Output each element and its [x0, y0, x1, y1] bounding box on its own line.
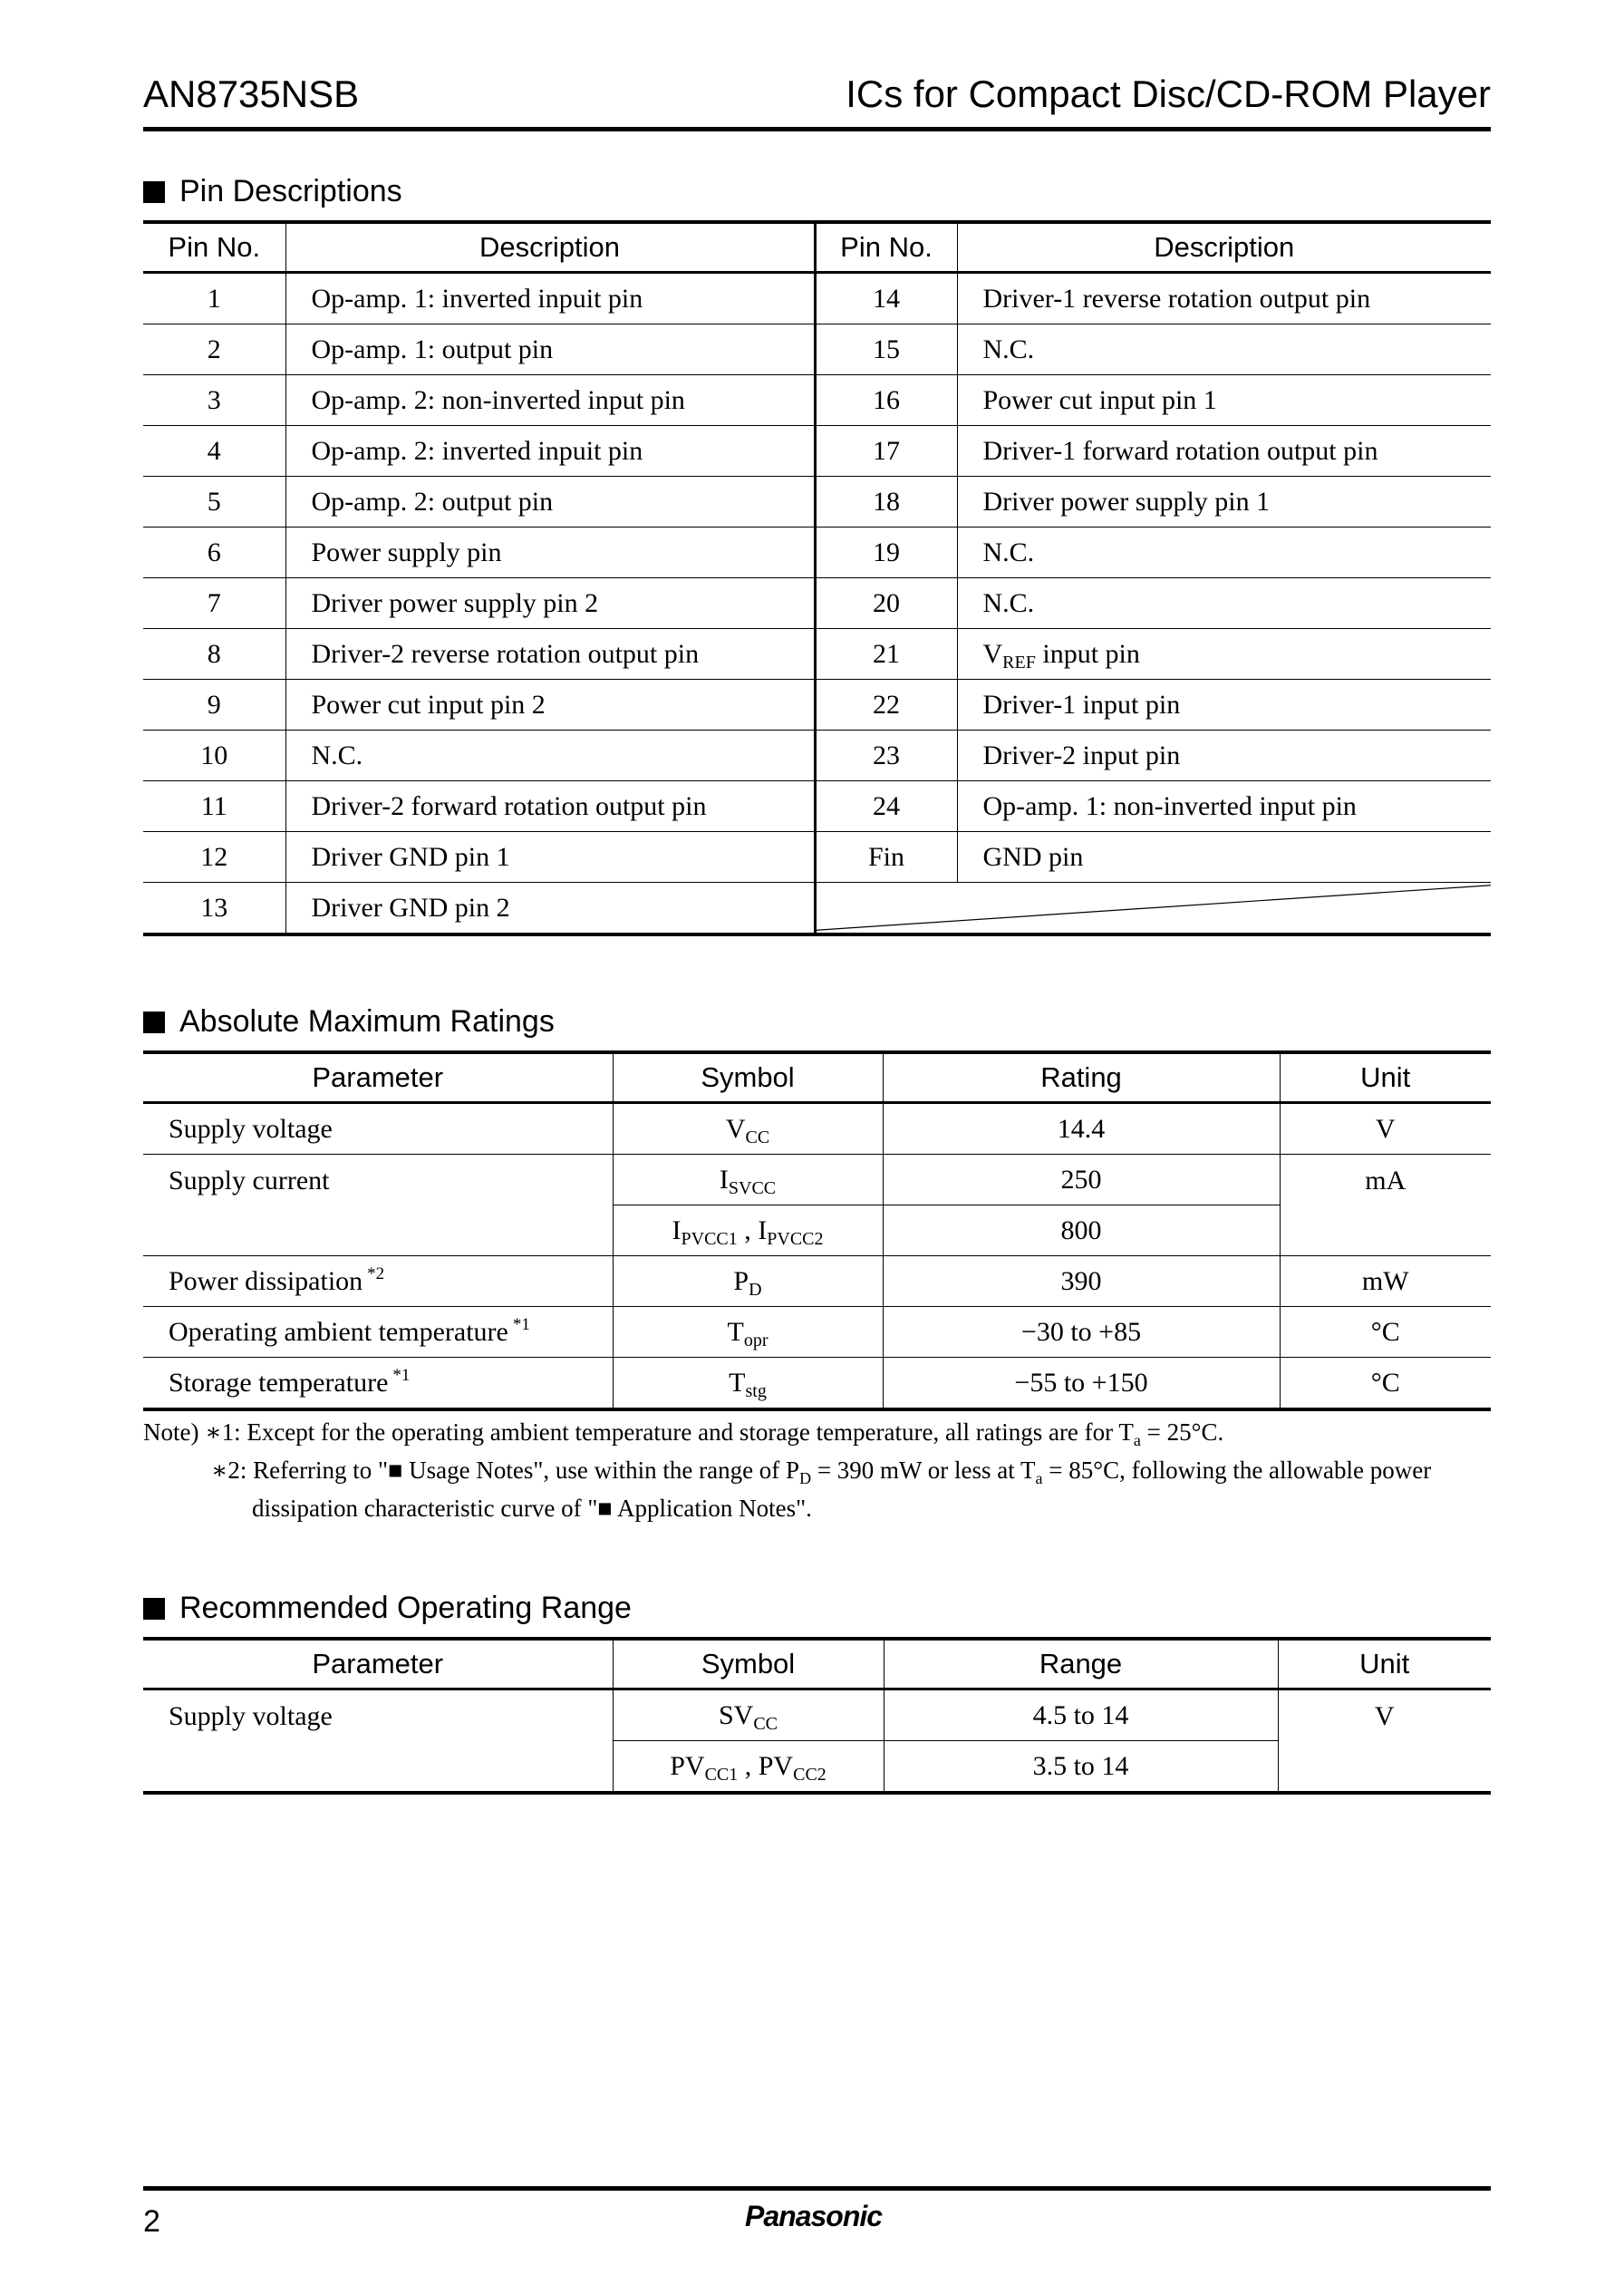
pin-number-cell: 8 — [143, 629, 285, 680]
rating-cell: 800 — [883, 1205, 1280, 1256]
pin-description-cell: Driver-1 input pin — [957, 680, 1491, 731]
table-row — [143, 1689, 1491, 1741]
pin-description-cell: Op-amp. 1: inverted inpuit pin — [285, 273, 815, 324]
col-header-rating: Rating — [883, 1052, 1280, 1103]
symbol-cell: $T_{stg}$ — [613, 1358, 883, 1410]
pin-descriptions-table — [143, 220, 1491, 936]
pin-number-cell: 1 — [143, 273, 285, 324]
note-2: ∗2: Referring to "■ Usage Notes", use within the range of $P_D = 390$ mW or less at $T_a = 85^\circ C$, following the allowable power — [211, 1457, 1432, 1487]
pin-number-cell: 24 — [815, 781, 957, 832]
pin-description-cell: Op-amp. 2: output pin — [285, 477, 815, 528]
section-absolute-maximum-ratings — [143, 1004, 555, 1040]
pin-description-cell: $V_{REF}$ input pin — [957, 629, 1491, 680]
pin-number-cell: 18 — [815, 477, 957, 528]
symbol-cell: $T_{opr}$ — [613, 1307, 883, 1358]
table-row — [143, 1307, 1491, 1358]
parameter-cell: Power dissipation $^{*2}$ — [143, 1256, 613, 1307]
table-row — [143, 1155, 1491, 1205]
footer-rule — [143, 2186, 1491, 2191]
pin-description-cell: Power cut input pin 1 — [957, 375, 1491, 426]
pin-description-cell: Driver GND pin 2 — [285, 883, 815, 935]
symbol-cell: $V_{CC}$ — [613, 1103, 883, 1155]
table-row — [143, 324, 1491, 375]
square-bullet-icon — [143, 1598, 165, 1620]
pin-description-cell: Driver-1 reverse rotation output pin — [957, 273, 1491, 324]
symbol-cell: $I_{SVCC}$ — [613, 1155, 883, 1205]
unit-cell: V — [1280, 1103, 1491, 1155]
rating-cell: 14.4 — [883, 1103, 1280, 1155]
pin-description-cell: Driver power supply pin 1 — [957, 477, 1491, 528]
pin-number-cell: 4 — [143, 426, 285, 477]
table-row — [143, 477, 1491, 528]
table-header-row — [143, 1639, 1491, 1689]
section-title: Pin Descriptions — [179, 174, 402, 208]
table-row — [143, 832, 1491, 883]
range-cell: 3.5 to 14 — [884, 1741, 1278, 1794]
unit-cell: V — [1278, 1689, 1491, 1794]
pin-description-cell: Driver GND pin 1 — [285, 832, 815, 883]
rating-cell: 390 — [883, 1256, 1280, 1307]
col-header-parameter: Parameter — [143, 1052, 613, 1103]
pin-description-cell: N.C. — [957, 578, 1491, 629]
parameter-cell: Supply current — [143, 1155, 613, 1256]
unit-cell: °C — [1370, 1367, 1400, 1398]
pin-description-cell: GND pin — [957, 832, 1491, 883]
pin-number-cell: 20 — [815, 578, 957, 629]
header-rule — [143, 127, 1491, 131]
pin-number-cell: 6 — [143, 528, 285, 578]
table-header-row — [143, 222, 1491, 273]
table-row — [143, 1358, 1491, 1410]
pin-number-cell: 9 — [143, 680, 285, 731]
empty-cell-diagonal — [815, 883, 1491, 935]
pin-number-cell: Fin — [815, 832, 957, 883]
parameter-cell: Storage temperature $^{*1}$ — [143, 1358, 613, 1410]
pin-description-cell: Op-amp. 2: non-inverted input pin — [285, 375, 815, 426]
range-cell: 4.5 to 14 — [884, 1689, 1278, 1741]
table-row — [143, 528, 1491, 578]
brand-logo: Panasonic — [745, 2200, 883, 2232]
pin-number-cell: 21 — [815, 629, 957, 680]
pin-description-cell: Op-amp. 1: output pin — [285, 324, 815, 375]
pin-number-cell: 19 — [815, 528, 957, 578]
absolute-maximum-ratings-table — [143, 1050, 1491, 1411]
unit-cell: mA — [1280, 1155, 1491, 1256]
pin-description-cell: Driver-2 input pin — [957, 731, 1491, 781]
pin-number-cell: 11 — [143, 781, 285, 832]
square-bullet-icon — [143, 1011, 165, 1033]
pin-number-cell: 7 — [143, 578, 285, 629]
part-number: AN8735NSB — [143, 73, 360, 115]
section-title: Recommended Operating Range — [179, 1591, 632, 1625]
col-header-unit: Unit — [1280, 1052, 1491, 1103]
pin-description-cell: Driver-1 forward rotation output pin — [957, 426, 1491, 477]
document-title: ICs for Compact Disc/CD-ROM Player — [846, 73, 1491, 115]
pin-number-cell: 13 — [143, 883, 285, 935]
unit-cell: °C — [1280, 1307, 1491, 1358]
pin-description-cell: Power supply pin — [285, 528, 815, 578]
col-header-pin: Pin No. — [143, 222, 285, 273]
col-header-symbol: Symbol — [613, 1052, 883, 1103]
table-row — [143, 578, 1491, 629]
pin-number-cell: 5 — [143, 477, 285, 528]
note-1: Note) ∗1: Except for the operating ambient temperature and storage temperature, all ratings are for $T_a = 25^\circ C$. — [143, 1418, 1224, 1449]
pin-number-cell: 16 — [815, 375, 957, 426]
pin-description-cell: Power cut input pin 2 — [285, 680, 815, 731]
pin-description-cell: Op-amp. 1: non-inverted input pin — [957, 781, 1491, 832]
pin-description-cell: Op-amp. 2: inverted inpuit pin — [285, 426, 815, 477]
col-header-symbol: Symbol — [613, 1639, 884, 1689]
pin-description-cell: Driver power supply pin 2 — [285, 578, 815, 629]
recommended-operating-range-table — [143, 1637, 1491, 1795]
table-row — [143, 731, 1491, 781]
unit-cell: mW — [1280, 1256, 1491, 1307]
col-header-range: Range — [884, 1639, 1278, 1689]
table-row — [143, 629, 1491, 680]
table-row — [143, 680, 1491, 731]
section-pin-descriptions — [143, 174, 402, 209]
rating-cell: −30 to +85 — [883, 1307, 1280, 1358]
pin-number-cell: 3 — [143, 375, 285, 426]
table-row — [143, 375, 1491, 426]
col-header-pin: Pin No. — [815, 222, 957, 273]
page-number: 2 — [143, 2204, 160, 2239]
symbol-cell: $SV_{CC}$ — [613, 1689, 884, 1741]
col-header-unit: Unit — [1278, 1639, 1491, 1689]
col-header-description: Description — [285, 222, 815, 273]
pin-number-cell: 14 — [815, 273, 957, 324]
table-row — [143, 883, 1491, 935]
table-row — [143, 1256, 1491, 1307]
section-recommended-operating-range — [143, 1591, 632, 1626]
pin-number-cell: 12 — [143, 832, 285, 883]
pin-description-cell: Driver-2 forward rotation output pin — [285, 781, 815, 832]
parameter-cell: Supply voltage — [143, 1689, 613, 1794]
section-title: Absolute Maximum Ratings — [179, 1004, 555, 1039]
parameter-cell: Operating ambient temperature $^{*1}$ — [143, 1307, 613, 1358]
table-row — [143, 426, 1491, 477]
note-2-continued: dissipation characteristic curve of "■ Application Notes". — [252, 1495, 812, 1522]
table-header-row — [143, 1052, 1491, 1103]
rating-cell: −55 to +150 — [883, 1358, 1280, 1410]
symbol-cell: $I_{PVCC1}$ , $I_{PVCC2}$ — [613, 1205, 883, 1256]
pin-description-cell: N.C. — [957, 324, 1491, 375]
table-row — [143, 1103, 1491, 1155]
rating-cell: 250 — [883, 1155, 1280, 1205]
pin-description-cell: N.C. — [957, 528, 1491, 578]
pin-number-cell: 23 — [815, 731, 957, 781]
pin-number-cell: 17 — [815, 426, 957, 477]
pin-description-cell: Driver-2 reverse rotation output pin — [285, 629, 815, 680]
pin-number-cell: 2 — [143, 324, 285, 375]
pin-number-cell: 22 — [815, 680, 957, 731]
col-header-description: Description — [957, 222, 1491, 273]
table-row — [143, 273, 1491, 324]
col-header-parameter: Parameter — [143, 1639, 613, 1689]
pin-description-cell: N.C. — [285, 731, 815, 781]
pin-number-cell: 10 — [143, 731, 285, 781]
symbol-cell: $P_D$ — [613, 1256, 883, 1307]
pin-number-cell: 15 — [815, 324, 957, 375]
table-row — [143, 781, 1491, 832]
parameter-cell: Supply voltage — [143, 1103, 613, 1155]
square-bullet-icon — [143, 181, 165, 203]
symbol-cell: $PV_{CC1}$ , $PV_{CC2}$ — [613, 1741, 884, 1794]
